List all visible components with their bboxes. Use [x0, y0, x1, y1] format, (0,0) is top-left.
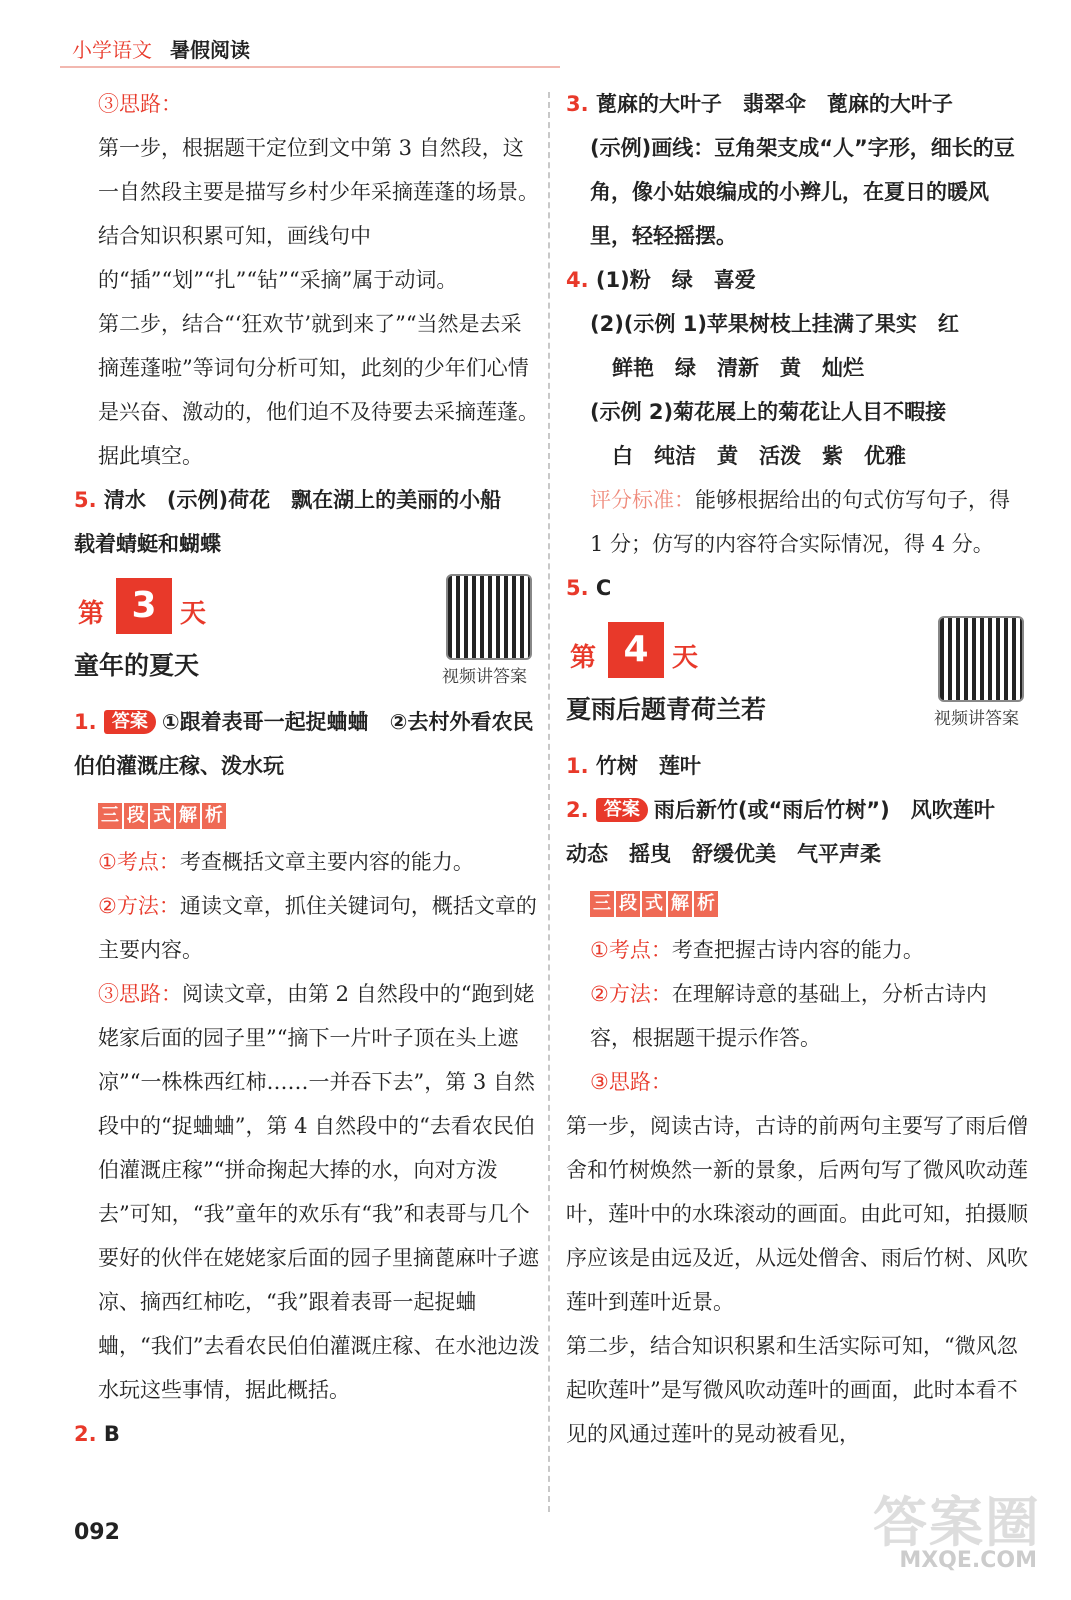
thinking-label: ③思路： [98, 982, 182, 1006]
q4-answer-a: (1)粉 绿 喜爱 [595, 268, 756, 292]
day-prefix: 第 [78, 599, 105, 629]
thinking-label: ③思路： [98, 92, 182, 116]
qr-caption: 视频讲答案 [934, 709, 1019, 729]
lesson-title: 童年的夏天 [74, 651, 200, 680]
key-point-text: 考查概括文章主要内容的能力。 [179, 850, 474, 874]
page-number: 092 [74, 1520, 120, 1545]
watermark: 答案圈 [873, 1491, 1041, 1554]
q1-number: 1. [74, 710, 97, 734]
day-number: 4 [608, 622, 664, 678]
badge-char: 段 [616, 891, 640, 917]
header-series: 暑假阅读 [170, 38, 250, 62]
key-point-text: 考查把握古诗内容的能力。 [671, 938, 924, 962]
r2-answer: 雨后新竹(或“雨后竹树”) 风吹莲叶 动态 摇曳 舒缓优美 气平声柔 [566, 798, 1016, 866]
step2-text: 第二步，结合“‘狂欢节’就到来了”“当然是去采摘莲蓬啦”等词句分析可知，此刻的少年们心情是兴奋、激动的，他们迫不及待要去采摘莲蓬。据此填空。 [98, 312, 539, 468]
q5-answer: 清水 (示例)荷花 飘在湖上的美丽的小船 载着蜻蜓和蝴蝶 [74, 488, 523, 556]
q3-number: 3. [566, 92, 589, 116]
left-column [74, 82, 542, 1456]
day-number: 3 [116, 578, 172, 634]
badge-char: 式 [642, 891, 666, 917]
page-header [72, 34, 250, 63]
qr-code-icon[interactable] [446, 574, 532, 660]
qr-code-icon[interactable] [938, 616, 1024, 702]
day-suffix: 天 [672, 643, 699, 673]
r1-number: 1. [566, 754, 589, 778]
step1-text: 第一步，根据题干定位到文中第 3 自然段，这一自然段主要是描写乡村少年采摘莲蓬的场景。结合知识积累可知，画线句中的“插”“划”“扎”“钻”“采摘”属于动词。 [98, 136, 539, 292]
three-part-analysis-badge [98, 792, 228, 836]
q4-answer-b: (2)(示例 1)苹果树枝上挂满了果实 红 [590, 312, 959, 336]
badge-char: 解 [668, 891, 692, 917]
r1-answer: 竹树 莲叶 [595, 754, 701, 778]
q2-number: 2. [74, 1422, 97, 1446]
method-label: ②方法： [98, 894, 180, 918]
qr-caption: 视频讲答案 [442, 667, 527, 687]
r2-number: 2. [566, 798, 589, 822]
q5-number: 5. [566, 576, 589, 600]
badge-char: 式 [150, 803, 174, 829]
q4-answer-d: (示例 2)菊花展上的菊花让人目不暇接 [590, 400, 947, 424]
method-text: 在理解诗意的基础上，分析古诗内容，根据题干提示作答。 [590, 982, 987, 1050]
q3-answer-b: (示例)画线：豆角架支成“人”字形，细长的豆角，像小姑娘编成的小辫儿，在夏日的暖风里，轻轻摇摆。 [590, 136, 1015, 248]
badge-char: 析 [202, 803, 226, 829]
method-text: 通读文章，抓住关键词句，概括文章的主要内容。 [98, 894, 537, 962]
watermark-url: MXQE.COM [899, 1548, 1037, 1573]
thinking-step2: 第二步，结合知识积累和生活实际可知，“微风忽起吹莲叶”是写微风吹动莲叶的画面，此时本看不见的风通过莲叶的晃动被看见， [566, 1334, 1018, 1446]
thinking-text: 阅读文章，由第 2 自然段中的“跑到姥姥家后面的园子里”“摘下一片叶子顶在头上遮凉”“一株株西红柿……一并吞下去”，第 3 自然段中的“捉蛐蛐”，第 4 自然段中的“去看农民伯伯灌溉庄稼”“拼命掬起大捧的水，向对方泼去”可知，“我”童年的欢乐有“我”和表哥与几个要好的伙伴在姥姥家后面的园子里摘蓖麻叶子遮凉、摘西红柿吃，“我”跟着表哥一起捉蛐蛐，“我们”去看农民伯伯灌溉庄稼、在水池边泼水玩这些事情，据此概括。 [98, 982, 540, 1402]
badge-char: 析 [694, 891, 718, 917]
key-point-label: ①考点： [590, 938, 672, 962]
q2-answer: B [103, 1422, 120, 1446]
answer-badge: 答案 [596, 798, 648, 822]
score-text: 能够根据给出的句式仿写句子，得 1 分；仿写的内容符合实际情况，得 4 分。 [590, 488, 1010, 556]
q1-answer: ①跟着表哥一起捉蛐蛐 ②去村外看农民伯伯灌溉庄稼、泼水玩 [74, 710, 534, 778]
q3-answer-a: 蓖麻的大叶子 翡翠伞 蓖麻的大叶子 [595, 92, 953, 116]
right-column [566, 82, 1028, 1456]
badge-char: 三 [98, 803, 122, 829]
column-divider [548, 92, 550, 1512]
header-subject: 小学语文 [72, 38, 152, 62]
score-label: 评分标准： [590, 488, 695, 512]
header-rule [60, 66, 560, 68]
method-label: ②方法： [590, 982, 672, 1006]
thinking-step1: 第一步，阅读古诗，古诗的前两句主要写了雨后僧舍和竹树焕然一新的景象，后两句写了微风吹动莲叶，莲叶中的水珠滚动的画面。由此可知，拍摄顺序应该是由远及近，从远处僧舍、雨后竹树、风吹莲叶到莲叶近景。 [566, 1114, 1028, 1314]
answer-badge: 答案 [104, 710, 156, 734]
day-suffix: 天 [180, 599, 207, 629]
day-prefix: 第 [570, 643, 597, 673]
lesson-title: 夏雨后题青荷兰若 [566, 695, 767, 724]
q4-number: 4. [566, 268, 589, 292]
thinking-label: ③思路： [590, 1070, 672, 1094]
q5-answer: C [595, 576, 612, 600]
q5-number: 5. [74, 488, 97, 512]
q4-answer-c: 鲜艳 绿 清新 黄 灿烂 [612, 356, 864, 380]
badge-char: 段 [124, 803, 148, 829]
q4-answer-e: 白 纯洁 黄 活泼 紫 优雅 [612, 444, 906, 468]
key-point-label: ①考点： [98, 850, 180, 874]
three-part-analysis-badge [590, 880, 720, 924]
badge-char: 三 [590, 891, 614, 917]
badge-char: 解 [176, 803, 200, 829]
